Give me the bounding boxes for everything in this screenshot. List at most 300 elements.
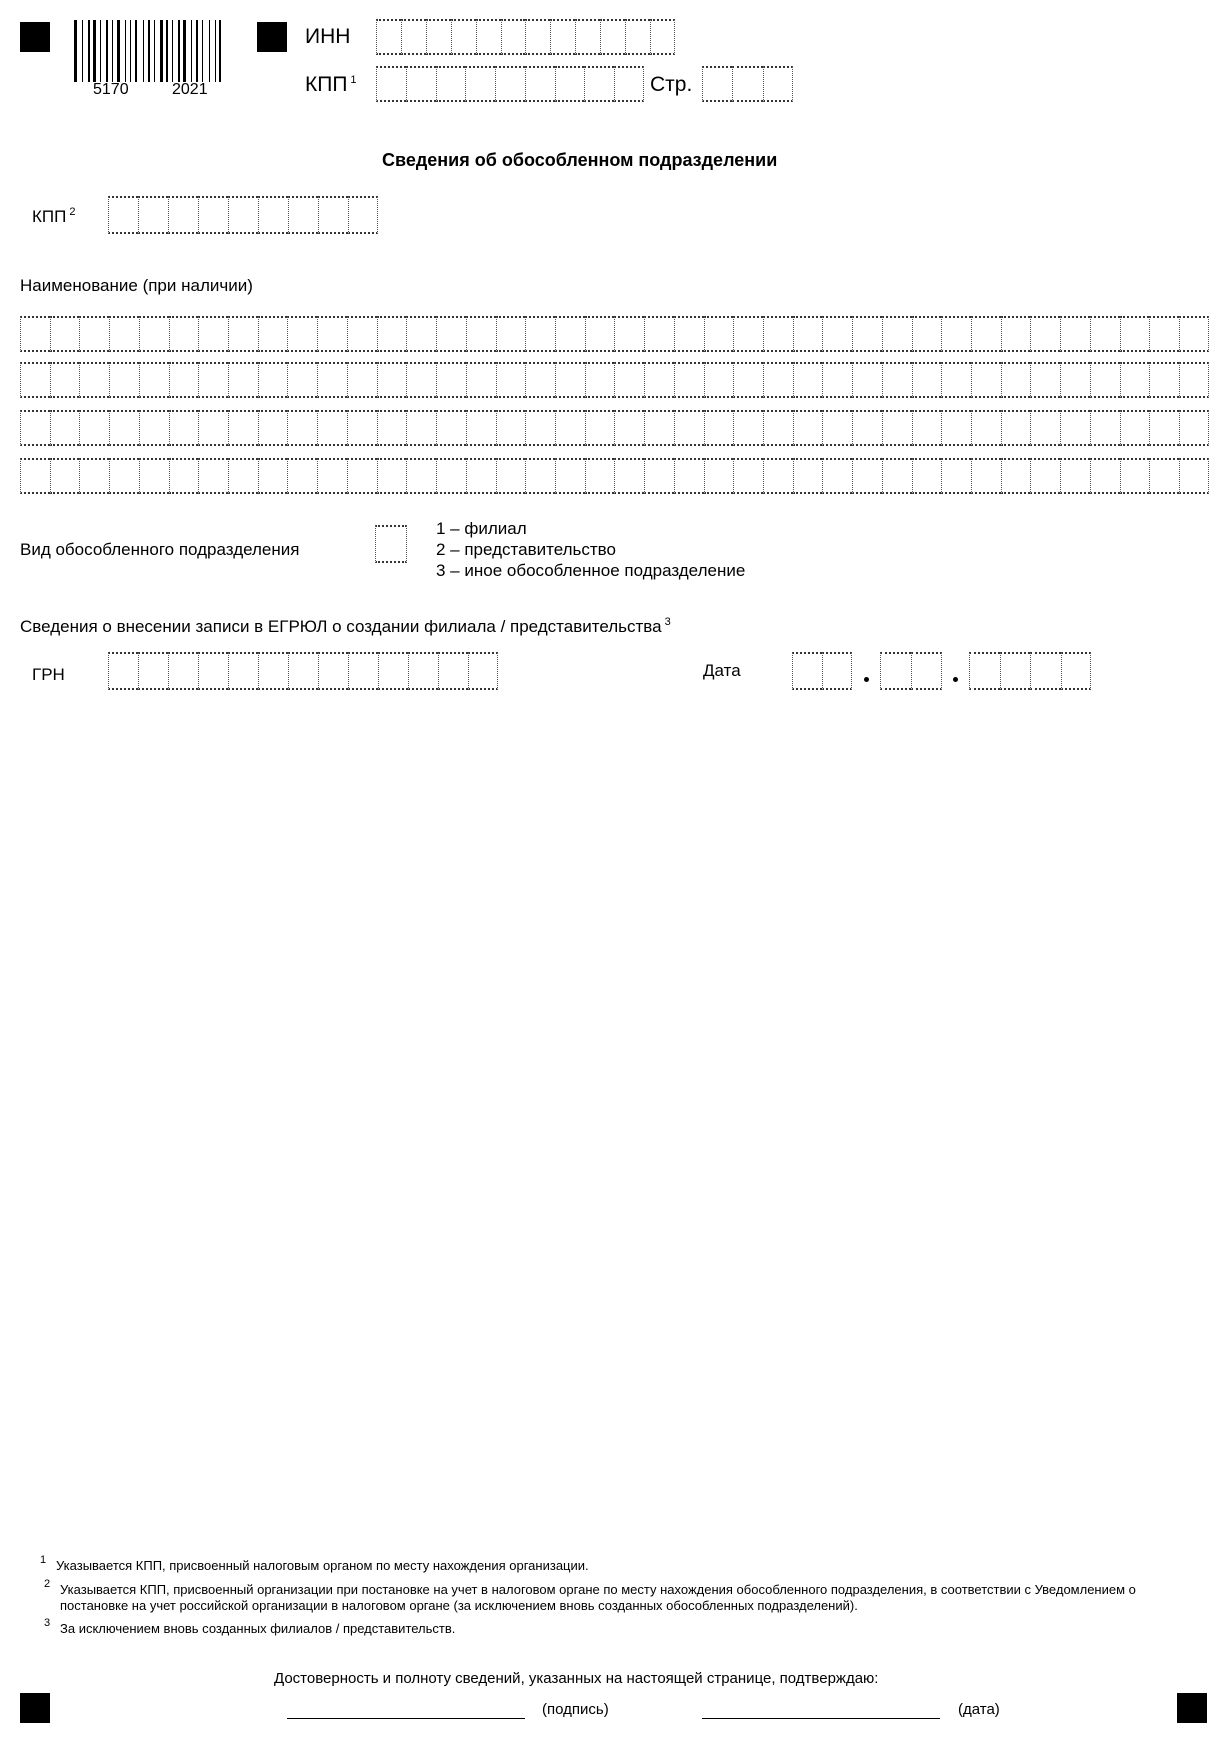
character-cell[interactable] — [376, 66, 406, 102]
character-cell[interactable] — [852, 458, 882, 494]
character-cell[interactable] — [614, 66, 644, 102]
character-cell[interactable] — [317, 458, 347, 494]
character-cell[interactable] — [465, 66, 495, 102]
grn-field[interactable] — [108, 652, 498, 690]
character-cell[interactable] — [50, 458, 80, 494]
character-cell[interactable] — [228, 652, 258, 690]
barcode-bar — [178, 20, 180, 82]
date-year-field[interactable] — [969, 652, 1091, 690]
character-cell[interactable] — [763, 458, 793, 494]
character-cell[interactable] — [704, 410, 734, 446]
barcode-bar — [174, 20, 176, 82]
barcode-bar — [135, 20, 137, 82]
branch-kpp-field[interactable] — [108, 196, 378, 234]
character-cell[interactable] — [822, 316, 852, 352]
character-cell[interactable] — [733, 458, 763, 494]
character-cell[interactable] — [763, 66, 793, 102]
character-cell[interactable] — [347, 316, 377, 352]
character-cell[interactable] — [198, 316, 228, 352]
branch-type-option: 2 – представительство — [436, 540, 616, 559]
character-cell[interactable] — [585, 316, 615, 352]
character-cell[interactable] — [436, 66, 466, 102]
character-cell[interactable] — [971, 316, 1001, 352]
barcode-bar — [181, 20, 182, 82]
character-cell[interactable] — [822, 652, 852, 690]
character-cell[interactable] — [79, 458, 109, 494]
character-cell[interactable] — [466, 458, 496, 494]
name-field-row[interactable] — [20, 458, 1209, 494]
character-cell[interactable] — [228, 458, 258, 494]
footnote: 3 За исключением вновь созданных филиалов / представительств. — [44, 1617, 456, 1636]
character-cell[interactable] — [525, 19, 550, 55]
character-cell[interactable] — [198, 410, 228, 446]
character-cell[interactable] — [318, 652, 348, 690]
character-cell[interactable] — [476, 19, 501, 55]
character-cell[interactable] — [1061, 652, 1092, 690]
barcode-bar — [74, 20, 77, 82]
barcode-bar — [84, 20, 86, 82]
character-cell[interactable] — [376, 19, 401, 55]
character-cell[interactable] — [377, 458, 407, 494]
character-cell[interactable] — [109, 316, 139, 352]
barcode-bar — [191, 20, 192, 82]
character-cell[interactable] — [198, 196, 228, 234]
character-cell[interactable] — [614, 410, 644, 446]
character-cell[interactable] — [1179, 458, 1209, 494]
character-cell[interactable] — [258, 458, 288, 494]
barcode-bar — [211, 20, 213, 82]
character-cell[interactable] — [228, 362, 258, 398]
character-cell[interactable] — [466, 316, 496, 352]
character-cell[interactable] — [406, 362, 436, 398]
character-cell[interactable] — [732, 66, 762, 102]
character-cell[interactable] — [258, 410, 288, 446]
character-cell[interactable] — [426, 19, 451, 55]
name-field-row[interactable] — [20, 362, 1209, 398]
character-cell[interactable] — [822, 362, 852, 398]
barcode-number-left: 5170 — [93, 81, 129, 98]
character-cell[interactable] — [496, 316, 526, 352]
character-cell[interactable] — [1001, 362, 1031, 398]
barcode-bar — [138, 20, 141, 82]
character-cell[interactable] — [1149, 410, 1179, 446]
character-cell[interactable] — [109, 458, 139, 494]
barcode-bar — [82, 20, 83, 82]
character-cell[interactable] — [614, 362, 644, 398]
branch-type-field[interactable] — [375, 525, 407, 563]
character-cell[interactable] — [436, 458, 466, 494]
character-cell[interactable] — [1030, 410, 1060, 446]
character-cell[interactable] — [1090, 410, 1120, 446]
character-cell[interactable] — [198, 652, 228, 690]
character-cell[interactable] — [50, 362, 80, 398]
character-cell[interactable] — [228, 196, 258, 234]
character-cell[interactable] — [20, 458, 50, 494]
branch-type-option: 1 – филиал — [436, 519, 527, 538]
barcode-bar — [217, 20, 218, 82]
character-cell[interactable] — [882, 458, 912, 494]
character-cell[interactable] — [1120, 410, 1150, 446]
character-cell[interactable] — [377, 362, 407, 398]
barcode-bar — [143, 20, 144, 82]
character-cell[interactable] — [674, 458, 704, 494]
character-cell[interactable] — [793, 410, 823, 446]
character-cell[interactable] — [941, 316, 971, 352]
character-cell[interactable] — [1149, 316, 1179, 352]
character-cell[interactable] — [347, 410, 377, 446]
character-cell[interactable] — [912, 316, 942, 352]
character-cell[interactable] — [377, 316, 407, 352]
character-cell[interactable] — [1060, 410, 1090, 446]
character-cell[interactable] — [501, 19, 526, 55]
character-cell[interactable] — [733, 362, 763, 398]
character-cell[interactable] — [763, 362, 793, 398]
character-cell[interactable] — [911, 652, 942, 690]
barcode-bar — [88, 20, 90, 82]
registration-marker — [20, 22, 50, 52]
signature-label: (подпись) — [542, 1701, 609, 1718]
character-cell[interactable] — [822, 458, 852, 494]
character-cell[interactable] — [169, 458, 199, 494]
character-cell[interactable] — [674, 362, 704, 398]
character-cell[interactable] — [1120, 316, 1150, 352]
barcode-bar — [109, 20, 111, 82]
character-cell[interactable] — [401, 19, 426, 55]
character-cell[interactable] — [79, 362, 109, 398]
character-cell[interactable] — [198, 458, 228, 494]
character-cell[interactable] — [287, 410, 317, 446]
character-cell[interactable] — [406, 458, 436, 494]
character-cell[interactable] — [468, 652, 498, 690]
character-cell[interactable] — [347, 458, 377, 494]
character-cell[interactable] — [702, 66, 732, 102]
barcode-bar — [154, 20, 155, 82]
date-month-field[interactable] — [880, 652, 942, 690]
character-cell[interactable] — [436, 316, 466, 352]
character-cell[interactable] — [674, 410, 704, 446]
character-cell[interactable] — [79, 410, 109, 446]
character-cell[interactable] — [793, 458, 823, 494]
character-cell[interactable] — [317, 362, 347, 398]
character-cell[interactable] — [406, 410, 436, 446]
character-cell[interactable] — [1090, 458, 1120, 494]
character-cell[interactable] — [550, 19, 575, 55]
character-cell[interactable] — [168, 196, 198, 234]
name-label: Наименование (при наличии) — [20, 276, 253, 295]
character-cell[interactable] — [79, 316, 109, 352]
kpp-label: КПП $^1$ — [305, 73, 357, 96]
character-cell[interactable] — [971, 362, 1001, 398]
character-cell[interactable] — [1001, 316, 1031, 352]
barcode-bar — [164, 20, 165, 82]
character-cell[interactable] — [375, 525, 407, 563]
barcode-bar — [172, 20, 173, 82]
character-cell[interactable] — [451, 19, 476, 55]
character-cell[interactable] — [882, 410, 912, 446]
character-cell[interactable] — [1090, 362, 1120, 398]
character-cell[interactable] — [109, 410, 139, 446]
character-cell[interactable] — [287, 316, 317, 352]
character-cell[interactable] — [139, 316, 169, 352]
character-cell[interactable] — [555, 362, 585, 398]
barcode-bar — [102, 20, 104, 82]
character-cell[interactable] — [852, 362, 882, 398]
character-cell[interactable] — [704, 458, 734, 494]
character-cell[interactable] — [258, 196, 288, 234]
character-cell[interactable] — [733, 316, 763, 352]
character-cell[interactable] — [793, 316, 823, 352]
character-cell[interactable] — [348, 652, 378, 690]
character-cell[interactable] — [139, 410, 169, 446]
character-cell[interactable] — [1000, 652, 1031, 690]
character-cell[interactable] — [287, 362, 317, 398]
barcode-number-right: 2021 — [172, 81, 208, 98]
branch-type-label: Вид обособленного подразделения — [20, 540, 300, 559]
signature-date-label: (дата) — [958, 1701, 1000, 1718]
barcode — [74, 20, 232, 82]
character-cell[interactable] — [1179, 316, 1209, 352]
character-cell[interactable] — [436, 410, 466, 446]
character-cell[interactable] — [347, 362, 377, 398]
character-cell[interactable] — [555, 410, 585, 446]
character-cell[interactable] — [108, 652, 138, 690]
character-cell[interactable] — [169, 362, 199, 398]
character-cell[interactable] — [436, 362, 466, 398]
character-cell[interactable] — [575, 19, 600, 55]
character-cell[interactable] — [644, 316, 674, 352]
character-cell[interactable] — [1060, 362, 1090, 398]
barcode-bar — [112, 20, 113, 82]
character-cell[interactable] — [138, 196, 168, 234]
character-cell[interactable] — [704, 316, 734, 352]
date-day-field[interactable] — [792, 652, 852, 690]
barcode-bar — [205, 20, 208, 82]
barcode-bar — [127, 20, 129, 82]
barcode-bar — [183, 20, 186, 82]
character-cell[interactable] — [1060, 458, 1090, 494]
character-cell[interactable] — [408, 652, 438, 690]
character-cell[interactable] — [912, 362, 942, 398]
character-cell[interactable] — [1030, 362, 1060, 398]
character-cell[interactable] — [1090, 316, 1120, 352]
character-cell[interactable] — [614, 316, 644, 352]
character-cell[interactable] — [525, 410, 555, 446]
character-cell[interactable] — [198, 362, 228, 398]
character-cell[interactable] — [674, 316, 704, 352]
character-cell[interactable] — [1149, 458, 1179, 494]
character-cell[interactable] — [1179, 362, 1209, 398]
character-cell[interactable] — [555, 458, 585, 494]
character-cell[interactable] — [614, 458, 644, 494]
character-cell[interactable] — [495, 66, 525, 102]
barcode-bar — [193, 20, 194, 82]
barcode-bar — [166, 20, 168, 82]
character-cell[interactable] — [852, 316, 882, 352]
barcode-bar — [133, 20, 134, 82]
character-cell[interactable] — [317, 316, 347, 352]
confirm-text: Достоверность и полноту сведений, указанных на настоящей странице, подтверждаю: — [274, 1670, 879, 1687]
character-cell[interactable] — [882, 316, 912, 352]
character-cell[interactable] — [466, 362, 496, 398]
character-cell[interactable] — [525, 66, 555, 102]
character-cell[interactable] — [138, 652, 168, 690]
character-cell[interactable] — [406, 316, 436, 352]
character-cell[interactable] — [941, 362, 971, 398]
character-cell[interactable] — [793, 362, 823, 398]
character-cell[interactable] — [168, 652, 198, 690]
character-cell[interactable] — [1030, 458, 1060, 494]
character-cell[interactable] — [585, 458, 615, 494]
character-cell[interactable] — [496, 410, 526, 446]
character-cell[interactable] — [882, 362, 912, 398]
character-cell[interactable] — [496, 362, 526, 398]
character-cell[interactable] — [50, 410, 80, 446]
character-cell[interactable] — [625, 19, 650, 55]
character-cell[interactable] — [20, 410, 50, 446]
character-cell[interactable] — [258, 316, 288, 352]
name-field-row[interactable] — [20, 316, 1209, 352]
character-cell[interactable] — [1179, 410, 1209, 446]
character-cell[interactable] — [971, 410, 1001, 446]
character-cell[interactable] — [912, 458, 942, 494]
character-cell[interactable] — [288, 652, 318, 690]
character-cell[interactable] — [50, 316, 80, 352]
character-cell[interactable] — [496, 458, 526, 494]
signature-date-line[interactable] — [702, 1718, 940, 1719]
character-cell[interactable] — [525, 362, 555, 398]
character-cell[interactable] — [378, 652, 408, 690]
barcode-bar — [117, 20, 120, 82]
character-cell[interactable] — [438, 652, 468, 690]
branch-type-option: 3 – иное обособленное подразделение — [436, 561, 746, 580]
character-cell[interactable] — [650, 19, 675, 55]
barcode-bar — [121, 20, 123, 82]
character-cell[interactable] — [585, 410, 615, 446]
character-cell[interactable] — [941, 458, 971, 494]
character-cell[interactable] — [287, 458, 317, 494]
character-cell[interactable] — [317, 410, 347, 446]
date-label: Дата — [703, 661, 741, 680]
date-separator-dot — [864, 677, 869, 682]
character-cell[interactable] — [139, 362, 169, 398]
character-cell[interactable] — [1120, 458, 1150, 494]
character-cell[interactable] — [941, 410, 971, 446]
character-cell[interactable] — [763, 410, 793, 446]
character-cell[interactable] — [555, 66, 585, 102]
name-field-row[interactable] — [20, 410, 1209, 446]
character-cell[interactable] — [348, 196, 378, 234]
character-cell[interactable] — [258, 362, 288, 398]
barcode-bar — [145, 20, 147, 82]
barcode-bar — [209, 20, 210, 82]
barcode-bar — [199, 20, 201, 82]
character-cell[interactable] — [466, 410, 496, 446]
character-cell[interactable] — [169, 410, 199, 446]
character-cell[interactable] — [377, 410, 407, 446]
barcode-bar — [91, 20, 92, 82]
inn-label: ИНН — [305, 25, 351, 48]
character-cell[interactable] — [880, 652, 911, 690]
character-cell[interactable] — [1030, 316, 1060, 352]
character-cell[interactable] — [555, 316, 585, 352]
character-cell[interactable] — [258, 652, 288, 690]
character-cell[interactable] — [852, 410, 882, 446]
character-cell[interactable] — [169, 316, 199, 352]
registration-marker — [257, 22, 287, 52]
footnote: 2 Указывается КПП, присвоенный организации при постановке на учет в налоговом органе по месту нахождения обособленного подразделения, в соответствии с Уведомлением о постановке на учет российской организации в налоговом органе (за исключением вновь созданных обособленных подразделений). — [44, 1578, 1136, 1613]
branch-kpp-label: КПП $^2$ — [32, 206, 76, 226]
character-cell[interactable] — [109, 362, 139, 398]
inn-field[interactable] — [376, 19, 675, 55]
character-cell[interactable] — [139, 458, 169, 494]
character-cell[interactable] — [228, 316, 258, 352]
signature-line[interactable] — [287, 1718, 525, 1719]
character-cell[interactable] — [318, 196, 348, 234]
character-cell[interactable] — [969, 652, 1000, 690]
grn-label: ГРН — [32, 665, 65, 684]
registration-marker — [1177, 1693, 1207, 1723]
barcode-bar — [196, 20, 198, 82]
character-cell[interactable] — [406, 66, 436, 102]
page-title: Сведения об обособленном подразделении — [382, 150, 778, 170]
character-cell[interactable] — [733, 410, 763, 446]
page-label: Стр. — [650, 73, 693, 96]
character-cell[interactable] — [600, 19, 625, 55]
egrul-label: Сведения о внесении записи в ЕГРЮЛ о создании филиала / представительства $^3$ — [20, 616, 671, 636]
barcode-bar — [156, 20, 158, 82]
character-cell[interactable] — [20, 316, 50, 352]
character-cell[interactable] — [912, 410, 942, 446]
character-cell[interactable] — [228, 410, 258, 446]
barcode-bar — [100, 20, 101, 82]
kpp-field[interactable] — [376, 66, 644, 102]
character-cell[interactable] — [1001, 410, 1031, 446]
character-cell[interactable] — [822, 410, 852, 446]
character-cell[interactable] — [792, 652, 822, 690]
character-cell[interactable] — [704, 362, 734, 398]
barcode-bar — [130, 20, 131, 82]
character-cell[interactable] — [763, 316, 793, 352]
character-cell[interactable] — [525, 458, 555, 494]
date-separator-dot — [953, 677, 958, 682]
character-cell[interactable] — [585, 362, 615, 398]
character-cell[interactable] — [108, 196, 138, 234]
character-cell[interactable] — [644, 458, 674, 494]
character-cell[interactable] — [525, 316, 555, 352]
barcode-bar — [170, 20, 171, 82]
character-cell[interactable] — [584, 66, 614, 102]
barcode-bar — [79, 20, 81, 82]
barcode-bar — [188, 20, 190, 82]
character-cell[interactable] — [1030, 652, 1061, 690]
character-cell[interactable] — [20, 362, 50, 398]
character-cell[interactable] — [971, 458, 1001, 494]
character-cell[interactable] — [1060, 316, 1090, 352]
character-cell[interactable] — [644, 410, 674, 446]
registration-marker — [20, 1693, 50, 1723]
barcode-bar — [93, 20, 96, 82]
footnote: 1 Указывается КПП, присвоенный налоговым органом по месту нахождения организации. — [40, 1554, 589, 1573]
character-cell[interactable] — [1001, 458, 1031, 494]
page-number-field[interactable] — [702, 66, 793, 102]
character-cell[interactable] — [1120, 362, 1150, 398]
barcode-bar — [148, 20, 150, 82]
barcode-bar — [152, 20, 153, 82]
character-cell[interactable] — [1149, 362, 1179, 398]
character-cell[interactable] — [644, 362, 674, 398]
barcode-bar — [202, 20, 203, 82]
character-cell[interactable] — [288, 196, 318, 234]
